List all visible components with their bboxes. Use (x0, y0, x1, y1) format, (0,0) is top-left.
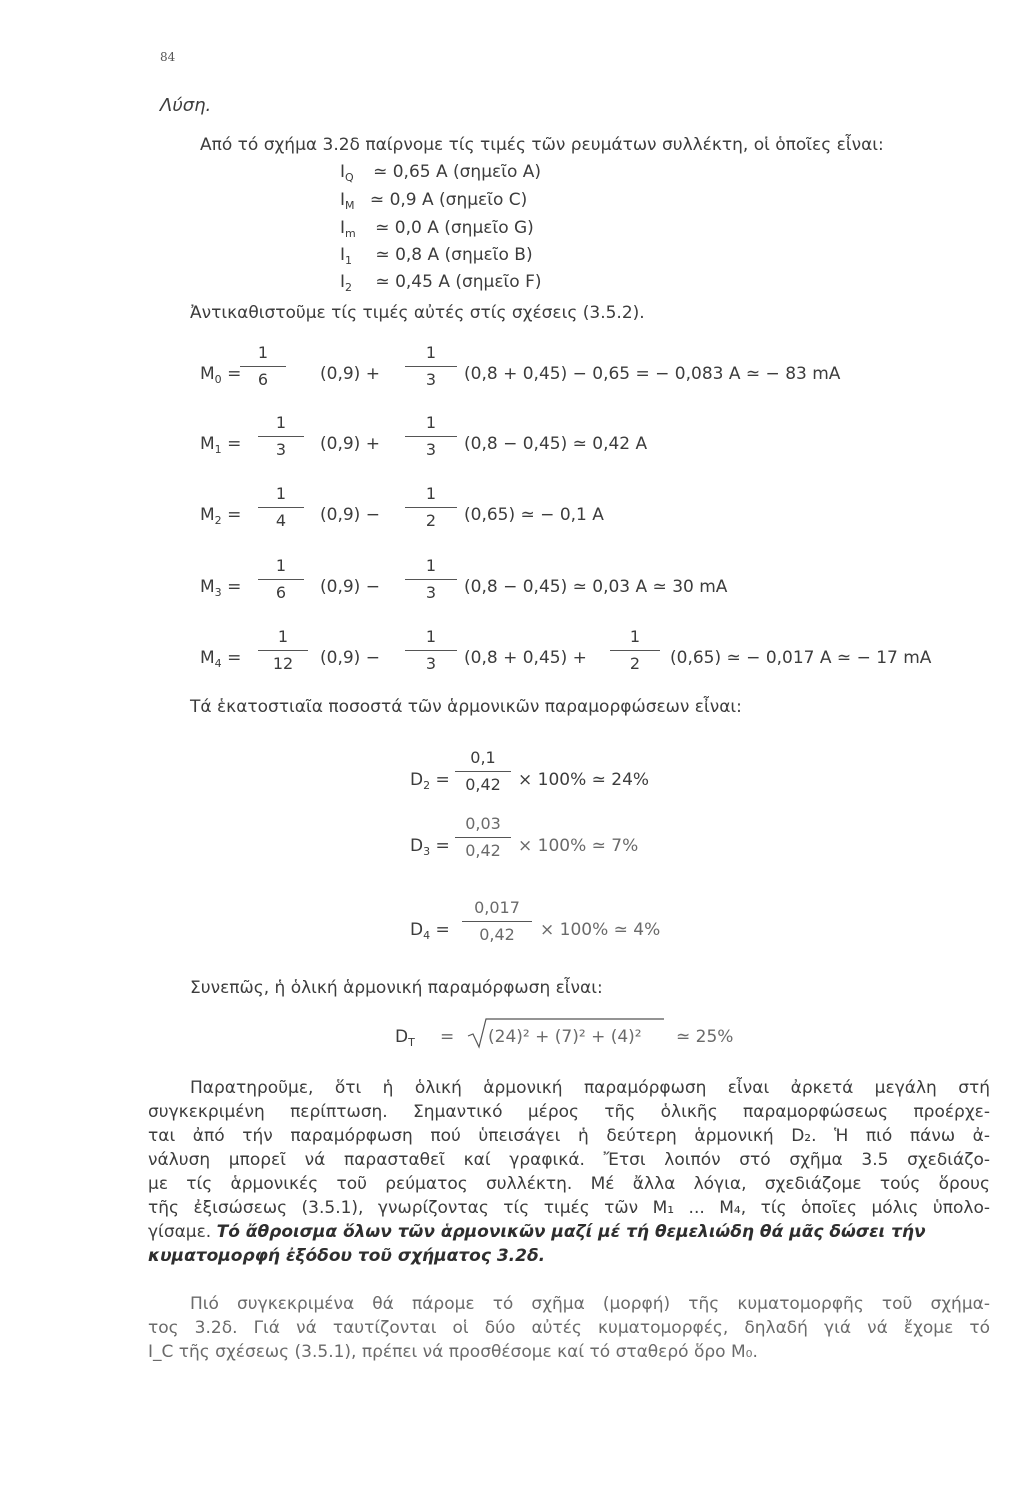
current-row (340, 245, 533, 267)
fraction: 0,017 0,42 (462, 898, 532, 944)
equation-lhs: $M_1$ = (200, 434, 242, 456)
fraction: 1 3 (258, 413, 304, 459)
text-emphasis: κυματομορφή ἐξόδου τοῦ σχήματος 3.2δ. (148, 1246, 546, 1266)
text-line: Πιό συγκεκριμένα θά πάρομε τό σχῆμα (μορφή) τῆς κυματομορφῆς τοῦ σχήμα- (190, 1294, 990, 1314)
current-subscript: m (345, 227, 356, 240)
equation-term: (0,8 + 0,45) − 0,65 = − 0,083 A ≃ − 83 mA (464, 364, 841, 384)
equation-lhs: $M_2$ = (200, 505, 242, 527)
current-symbol: I (340, 218, 346, 238)
current-subscript: 2 (345, 281, 353, 294)
substitute-text: Ἀντικαθιστοῦμε τίς τιμές αὐτές στίς σχέσεις (3.5.2). (190, 303, 645, 323)
fraction: 1 3 (405, 413, 457, 459)
equation-lhs: $M_0$ = (200, 364, 242, 386)
fraction: 1 3 (405, 627, 457, 673)
text-line: συγκεκριμένη περίπτωση. Σημαντικό μέρος τῆς ὁλικῆς παραμορφώσεως προέρχε- (148, 1102, 990, 1122)
fraction: 1 12 (258, 627, 308, 673)
distortion-result: × 100% ≃ 4% (540, 920, 661, 940)
current-symbol: I (340, 190, 346, 210)
fraction: 1 4 (258, 484, 304, 530)
solution-heading: Λύση. (160, 95, 212, 116)
equation-term: (0,9) − (320, 577, 380, 597)
equation-term: (0,9) − (320, 505, 380, 525)
text-line (148, 1222, 990, 1242)
text-line (148, 1246, 545, 1266)
text-line: ται ἀπό τήν παραμόρφωση πού ὑπεισάγει ἡ δεύτερη ἁρμονική D₂. Ἡ πιό πάνω ἀ- (148, 1126, 990, 1146)
equation-term: (0,9) + (320, 434, 380, 454)
text-plain: γίσαμε. (148, 1222, 217, 1242)
text-line: νάλυση μπορεῖ νά παρασταθεῖ καί γραφικά. Ἔτσι λοιπόν στό σχῆμα 3.5 σχεδιάζο- (148, 1150, 990, 1170)
text-line: I_C τῆς σχέσεως (3.5.1), πρέπει νά προσθέσομε καί τό σταθερό ὅρο M₀. (148, 1342, 758, 1362)
total-result: ≃ 25% (676, 1027, 734, 1047)
equation-term: (0,9) − (320, 648, 380, 668)
current-subscript: 1 (345, 254, 353, 267)
fraction: 1 3 (405, 556, 457, 602)
total-intro: Συνεπῶς, ἡ ὁλική ἁρμονική παραμόρφωση εἶναι: (190, 978, 603, 998)
distortion-result: × 100% ≃ 24% (518, 770, 650, 790)
distortion-result: × 100% ≃ 7% (518, 836, 639, 856)
total-radicand: (24)² + (7)² + (4)² (488, 1027, 642, 1047)
current-subscript: Q (345, 171, 354, 184)
current-value: ≃ 0,65 A (σημεῖο A) (373, 162, 542, 182)
text-emphasis: Τό ἄθροισμα ὅλων τῶν ἁρμονικῶν μαζί μέ τή θεμελιώδη θά μᾶς δώσει τήν (216, 1222, 926, 1242)
equation-lhs: $M_3$ = (200, 577, 242, 599)
distortion-lhs: $D_4$ = (410, 920, 450, 942)
current-symbol: I (340, 162, 346, 182)
intro-text: Από τό σχήμα 3.2δ παίρνομε τίς τιμές τῶν ρευμάτων συλλέκτη, οἱ ὁποῖες εἶναι: (200, 135, 884, 155)
text-line: με τίς ἁρμονικές τοῦ ρεύματος συλλέκτη. Μέ ἄλλα λόγια, σχεδιάζομε τούς ὅρους (148, 1174, 990, 1194)
fraction: 0,03 0,42 (455, 814, 511, 860)
current-row (340, 162, 541, 184)
equation-term: (0,65) ≃ − 0,1 A (464, 505, 604, 525)
current-value: ≃ 0,45 A (σημεῖο F) (375, 272, 542, 292)
current-row (340, 190, 527, 212)
percent-intro: Τά ἑκατοστιαῖα ποσοστά τῶν ἁρμονικῶν παραμορφώσεων εἶναι: (190, 697, 742, 717)
current-row (340, 218, 534, 240)
current-symbol: I (340, 272, 346, 292)
equation-lhs: $M_4$ = (200, 648, 242, 670)
current-value: ≃ 0,9 A (σημεῖο C) (369, 190, 528, 210)
equation-term: (0,8 + 0,45) + (464, 648, 587, 668)
page-number: 84 (160, 50, 176, 64)
current-value: ≃ 0,8 A (σημεῖο B) (375, 245, 533, 265)
text-line: Παρατηροῦμε, ὅτι ἡ ὁλική ἁρμονική παραμόρφωση εἶναι ἀρκετά μεγάλη στή (190, 1078, 990, 1098)
fraction: 0,1 0,42 (455, 748, 511, 794)
text-line: τος 3.2δ. Γιά νά ταυτίζονται οἱ δύο αὐτές κυματομορφές, δηλαδή γιά νά ἔχομε τό (148, 1318, 990, 1338)
current-row (340, 272, 542, 294)
current-symbol: I (340, 245, 346, 265)
equation-term: (0,8 − 0,45) ≃ 0,03 A ≃ 30 mA (464, 577, 728, 597)
text-line: τῆς ἐξισώσεως (3.5.1), γνωρίζοντας τίς τιμές τῶν M₁ ... M₄, τίς ὁποῖες μόλις ὑπολο- (148, 1198, 990, 1218)
fraction: 1 6 (258, 556, 304, 602)
distortion-lhs: $D_2$ = (410, 770, 450, 792)
current-value: ≃ 0,0 A (σημεῖο G) (375, 218, 534, 238)
equation-term: (0,65) ≃ − 0,017 A ≃ − 17 mA (670, 648, 932, 668)
fraction: 1 3 (405, 343, 457, 389)
total-equals: = (440, 1027, 455, 1047)
distortion-lhs: $D_3$ = (410, 836, 450, 858)
fraction: 1 6 (240, 343, 286, 389)
fraction: 1 2 (405, 484, 457, 530)
total-lhs: $D_T$ (395, 1027, 415, 1049)
equation-term: (0,9) + (320, 364, 380, 384)
fraction: 1 2 (610, 627, 660, 673)
equation-term: (0,8 − 0,45) ≃ 0,42 A (464, 434, 648, 454)
current-subscript: M (345, 199, 355, 212)
